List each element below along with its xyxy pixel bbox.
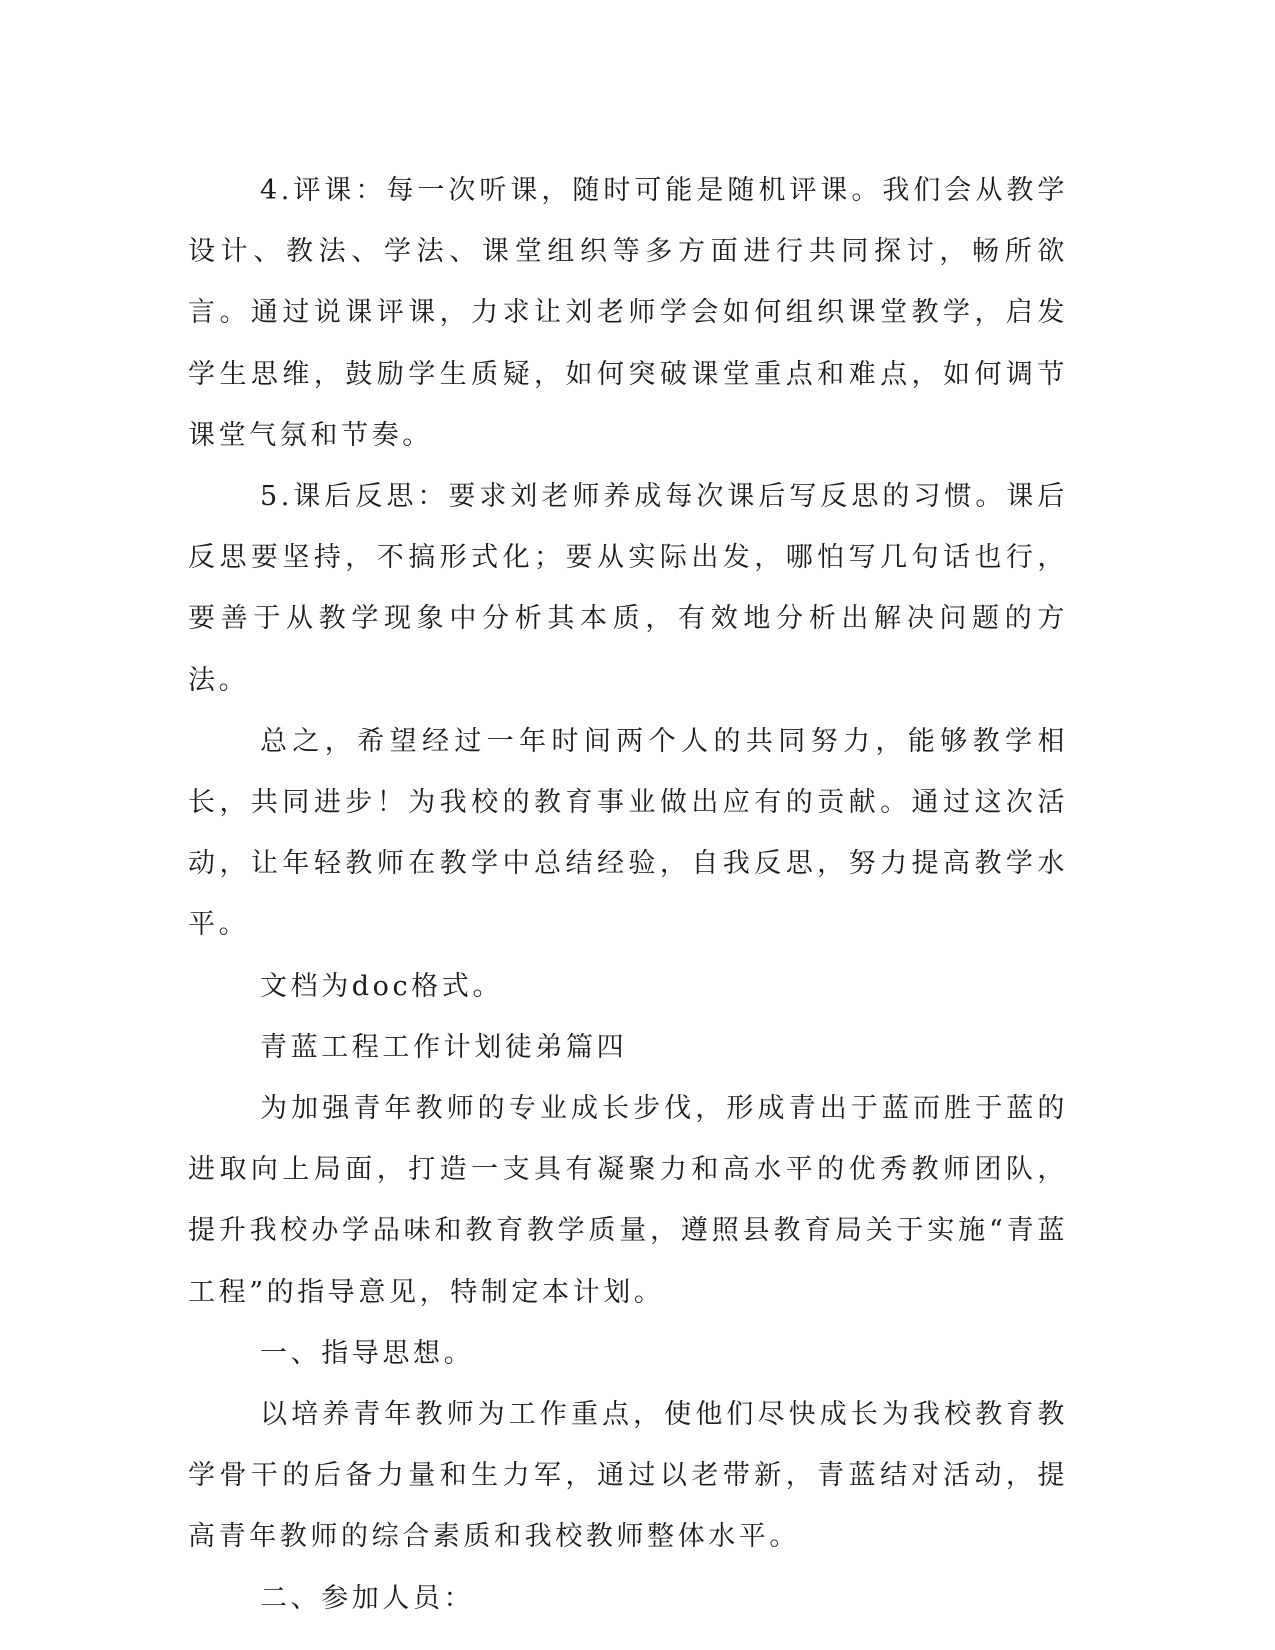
heading-participants: 二、参加人员： xyxy=(260,1582,475,1614)
paragraph-summary: 总之，希望经过一年时间两个人的共同努力，能够教学相长，共同进步！为我校的教育事业做出应有的贡献。通过这次活动，让年轻教师在教学中总结经验，自我反思，努力提高教学水平。 xyxy=(188,725,1068,941)
paragraph-doc-format-note: 文档为doc格式。 xyxy=(260,970,504,1002)
paragraph-intro: 为加强青年教师的专业成长步伐，形成青出于蓝而胜于蓝的进取向上局面，打造一支具有凝聚力和高水平的优秀教师团队，提升我校办学品味和教育教学质量，遵照县教育局关于实施“青蓝工程”的指导意见，特制定本计划。 xyxy=(188,1093,1068,1308)
paragraph-guiding-thought: 以培养青年教师为工作重点，使他们尽快成长为我校教育教学骨干的后备力量和生力军，通过以老带新，青蓝结对活动，提高青年教师的综合素质和我校教师整体水平。 xyxy=(188,1399,1068,1553)
paragraph-evaluate-lesson: 4.评课：每一次听课，随时可能是随机评课。我们会从教学设计、教法、学法、课堂组织等多方面进行共同探讨，畅所欲言。通过说课评课，力求让刘老师学会如何组织课堂教学，启发学生思维，鼓励学生质疑，如何突破课堂重点和难点，如何调节课堂气氛和节奏。 xyxy=(188,175,1068,451)
section-title: 青蓝工程工作计划徒弟篇四 xyxy=(260,1031,628,1063)
paragraph-after-class-reflection: 5.课后反思：要求刘老师养成每次课后写反思的习惯。课后反思要坚持，不搞形式化；要从实际出发，哪怕写几句话也行，要善于从教学现象中分析其本质，有效地分析出解决问题的方法。 xyxy=(188,481,1068,696)
heading-guiding-thought: 一、指导思想。 xyxy=(260,1337,475,1369)
document-body xyxy=(188,160,1068,1629)
